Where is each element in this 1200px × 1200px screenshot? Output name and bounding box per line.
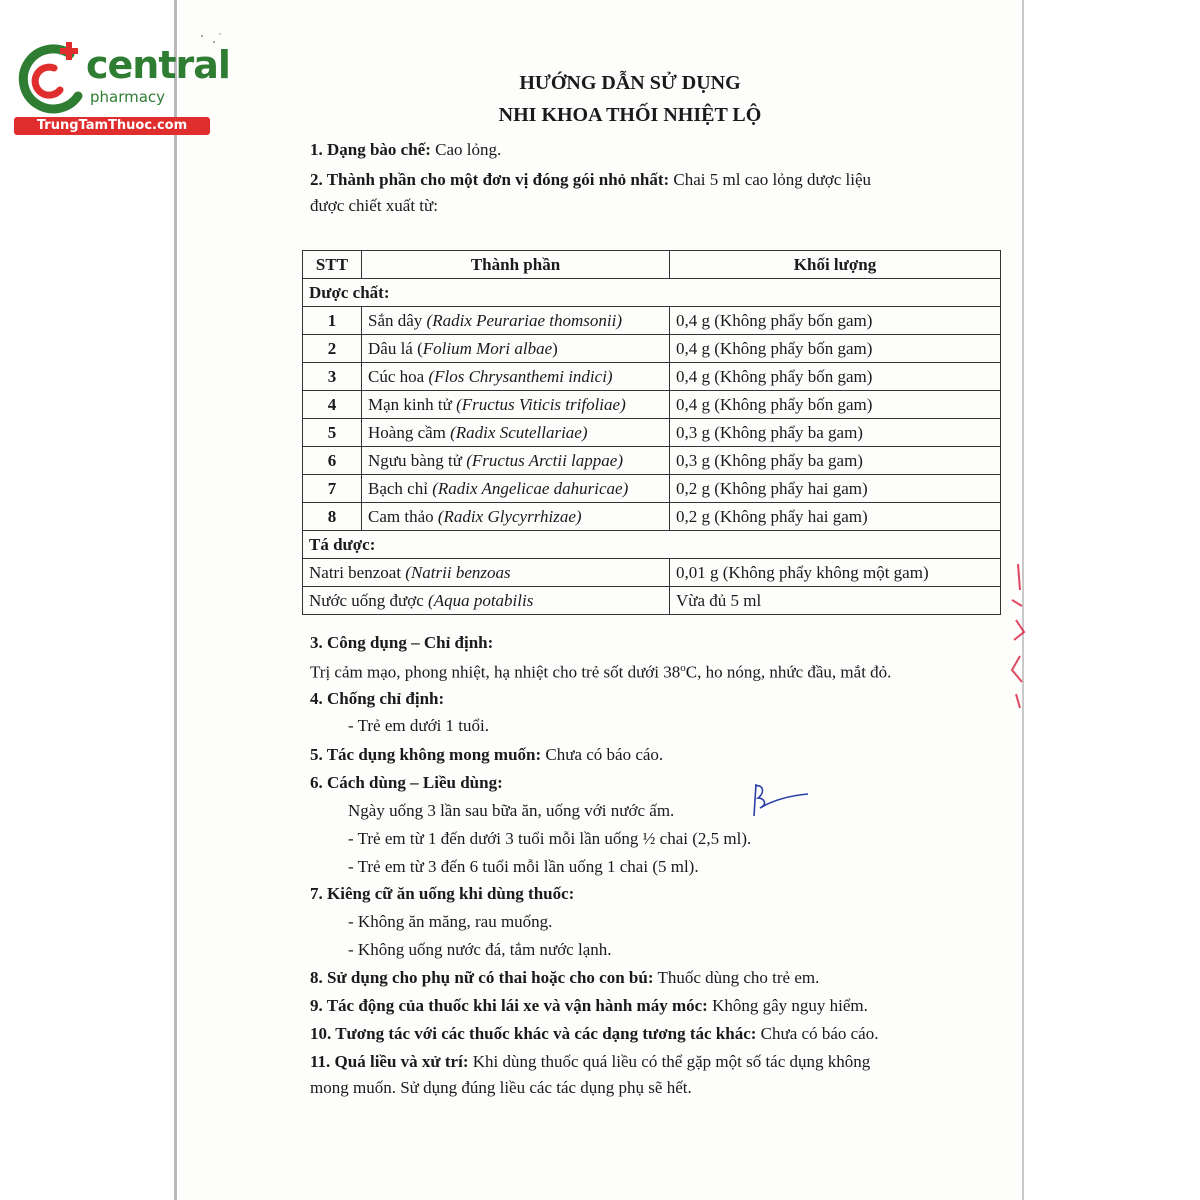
section-6-l2: - Trẻ em từ 1 đến dưới 3 tuổi mỗi lần uống ½ chai (2,5 ml).: [348, 829, 752, 848]
excipient-label-row: [303, 531, 1001, 559]
row-number: 8: [303, 503, 362, 531]
row-ingredient: Bạch chỉ (Radix Angelicae dahuricae): [362, 475, 670, 503]
ingredient-row: [303, 335, 1001, 363]
row-ingredient: Cúc hoa (Flos Chrysanthemi indici): [362, 363, 670, 391]
section-8: 8. Sử dụng cho phụ nữ có thai hoặc cho con bú: Thuốc dùng cho trẻ em.: [310, 968, 820, 987]
section-5: 5. Tác dụng không mong muốn: Chưa có báo cáo.: [310, 745, 664, 764]
excipient-row: [303, 559, 1001, 587]
section-10: 10. Tương tác với các thuốc khác và các dạng tương tác khác: Chưa có báo cáo.: [310, 1024, 879, 1043]
section-7-l2: - Không uống nước đá, tắm nước lạnh.: [348, 940, 612, 959]
logo-website[interactable]: TrungTamThuoc.com: [14, 117, 210, 135]
row-number: 4: [303, 391, 362, 419]
logo-subtitle: pharmacy: [90, 88, 166, 106]
section-2-cont: được chiết xuất từ:: [310, 196, 438, 215]
doc-title-line2: NHI KHOA THỐI NHIỆT LỘ: [498, 104, 762, 126]
logo-brand: central: [86, 43, 230, 87]
row-ingredient: Dâu lá (Folium Mori albae): [362, 335, 670, 363]
row-ingredient: Ngưu bàng tử (Fructus Arctii lappae): [362, 447, 670, 475]
active-label: Dược chất:: [303, 279, 1001, 307]
active-label-row: [303, 279, 1001, 307]
row-ingredient: Sắn dây (Radix Peurariae thomsonii): [362, 307, 670, 335]
section-7-l1: - Không ăn măng, rau muống.: [348, 912, 553, 931]
section-2: 2. Thành phần cho một đơn vị đóng gói nhỏ nhất: Chai 5 ml cao lỏng dược liệu: [310, 170, 872, 189]
section-1: 1. Dạng bào chế: Cao lỏng.: [310, 140, 502, 159]
ingredient-row: [303, 475, 1001, 503]
row-number: 3: [303, 363, 362, 391]
row-ingredient: Hoàng cầm (Radix Scutellariae): [362, 419, 670, 447]
section-6-l1: Ngày uống 3 lần sau bữa ăn, uống với nước ấm.: [348, 801, 675, 820]
header-ingredient: Thành phần: [362, 251, 670, 279]
ingredient-row: [303, 391, 1001, 419]
row-amount: 0,4 g (Không phẩy bốn gam): [670, 363, 1001, 391]
row-ingredient: Mạn kinh tử (Fructus Viticis trifoliae): [362, 391, 670, 419]
excipient-amount: 0,01 g (Không phẩy không một gam): [670, 559, 1001, 587]
table-header-row: [303, 251, 1001, 279]
signature-icon: [746, 780, 812, 820]
section-4: 4. Chống chỉ định:: [310, 689, 445, 708]
row-number: 5: [303, 419, 362, 447]
row-number: 6: [303, 447, 362, 475]
ingredients-table: [302, 250, 1001, 615]
ingredient-row: [303, 363, 1001, 391]
section-7: 7. Kiêng cữ ăn uống khi dùng thuốc:: [310, 884, 575, 903]
section-6: 6. Cách dùng – Liều dùng:: [310, 773, 503, 792]
row-amount: 0,3 g (Không phẩy ba gam): [670, 447, 1001, 475]
ingredient-row: [303, 503, 1001, 531]
excipient-name: Nước uống được (Aqua potabilis: [303, 587, 670, 615]
row-amount: 0,4 g (Không phẩy bốn gam): [670, 335, 1001, 363]
excipient-amount: Vừa đủ 5 ml: [670, 587, 1001, 615]
section-3: 3. Công dụng – Chỉ định:: [310, 633, 494, 652]
row-number: 1: [303, 307, 362, 335]
ingredient-row: [303, 307, 1001, 335]
row-amount: 0,2 g (Không phẩy hai gam): [670, 475, 1001, 503]
scan-edge: [174, 0, 177, 1200]
section-3-text: Trị cảm mạo, phong nhiệt, hạ nhiệt cho trẻ sốt dưới 38$^o$C, ho nóng, nhức đầu, mắt đỏ.: [310, 662, 892, 682]
row-amount: 0,4 g (Không phẩy bốn gam): [670, 391, 1001, 419]
row-amount: 0,3 g (Không phẩy ba gam): [670, 419, 1001, 447]
header-stt: STT: [303, 251, 362, 279]
row-ingredient: Cam thảo (Radix Glycyrrhizae): [362, 503, 670, 531]
section-4-item: - Trẻ em dưới 1 tuổi.: [348, 716, 489, 735]
row-number: 2: [303, 335, 362, 363]
row-amount: 0,2 g (Không phẩy hai gam): [670, 503, 1001, 531]
doc-title-line1: HƯỚNG DẪN SỬ DỤNG: [519, 72, 741, 94]
ingredient-row: [303, 419, 1001, 447]
ingredient-row: [303, 447, 1001, 475]
section-6-l3: - Trẻ em từ 3 đến 6 tuổi mỗi lần uống 1 chai (5 ml).: [348, 857, 699, 876]
red-stamp-icon: [1006, 560, 1028, 710]
row-number: 7: [303, 475, 362, 503]
excipient-row: [303, 587, 1001, 615]
section-11-cont: mong muốn. Sử dụng đúng liều các tác dụng phụ sẽ hết.: [310, 1078, 692, 1097]
section-11: 11. Quá liều và xử trí: Khi dùng thuốc quá liều có thể gặp một số tác dụng không: [310, 1052, 871, 1071]
row-amount: 0,4 g (Không phẩy bốn gam): [670, 307, 1001, 335]
excipient-name: Natri benzoat (Natrii benzoas: [303, 559, 670, 587]
excipient-label: Tá dược:: [303, 531, 1001, 559]
header-amount: Khối lượng: [670, 251, 1001, 279]
section-9: 9. Tác động của thuốc khi lái xe và vận hành máy móc: Không gây nguy hiểm.: [310, 996, 868, 1015]
